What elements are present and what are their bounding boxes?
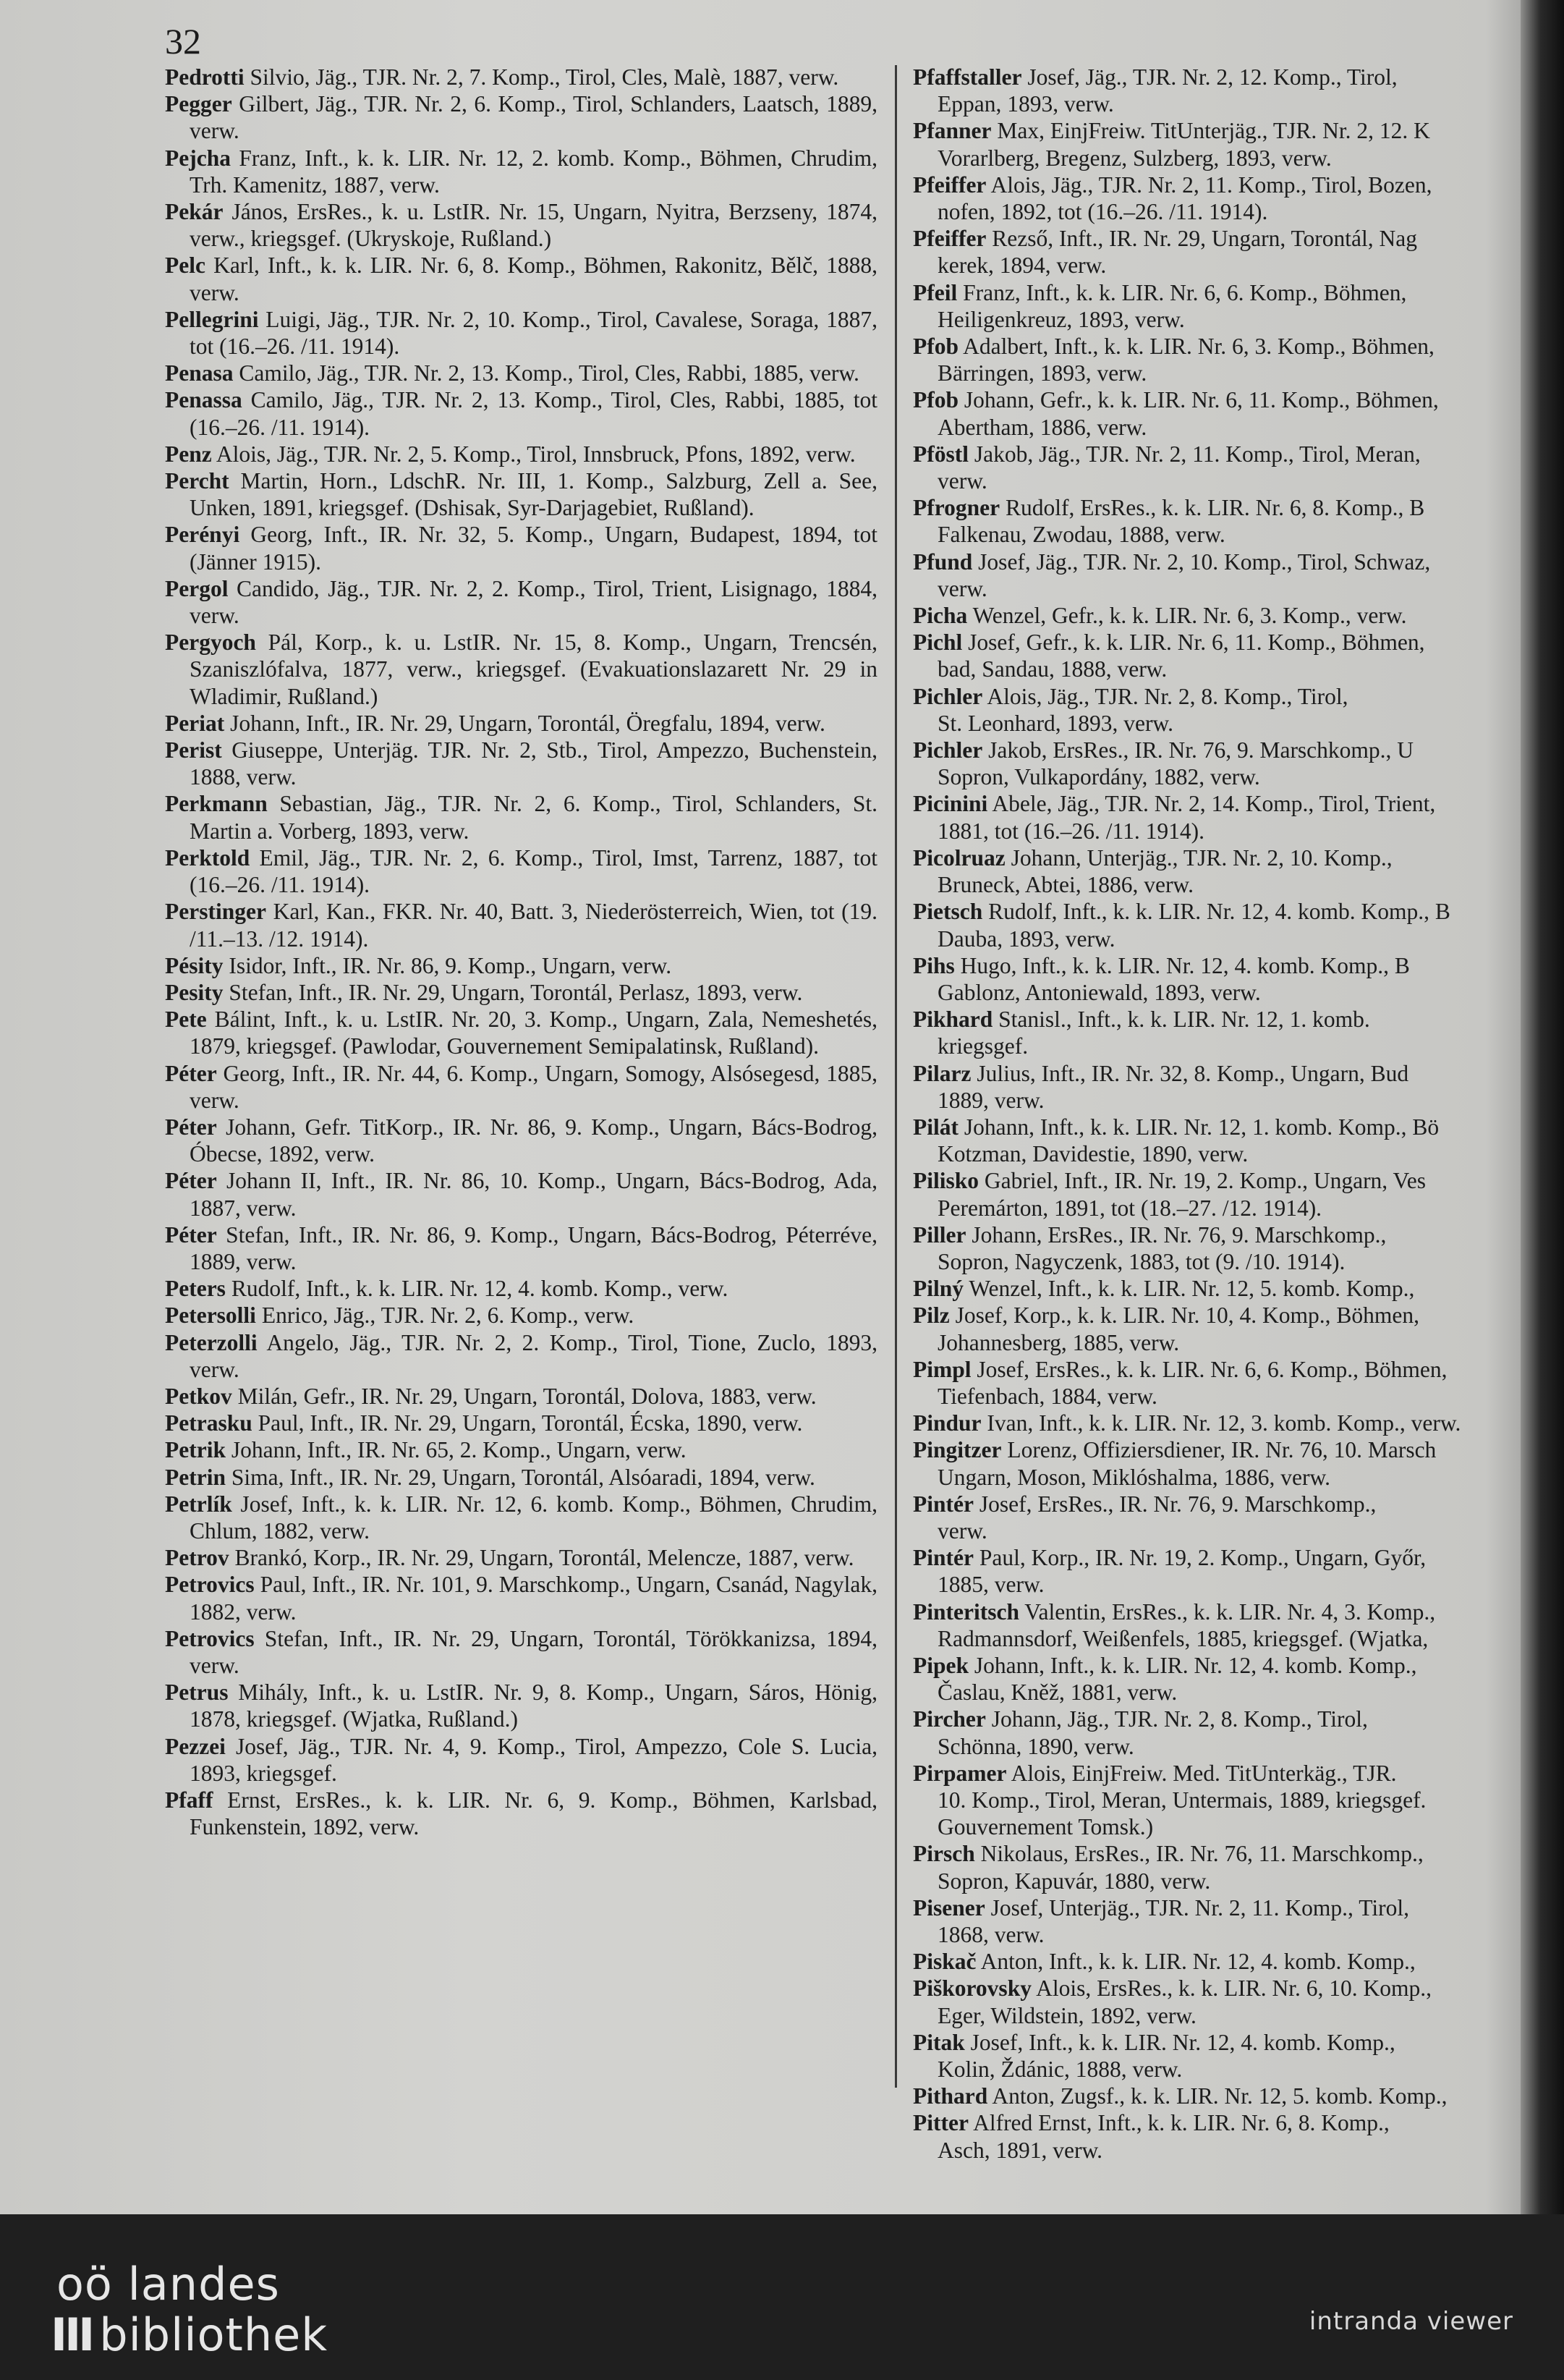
entry-surname: Pfob <box>913 387 959 413</box>
viewer-brand-label[interactable]: intranda viewer <box>1309 2307 1513 2336</box>
entry-surname: Pichler <box>913 683 983 709</box>
directory-entry <box>165 1302 877 1329</box>
entry-surname: Perényi <box>165 522 240 548</box>
entry-details-line: Sopron, Kapuvár, 1880, verw. <box>938 1868 1211 1894</box>
entry-surname: Pichler <box>913 737 983 763</box>
directory-entry <box>913 1275 1564 1302</box>
entry-details-line: Abertham, 1886, verw. <box>938 414 1147 440</box>
directory-entry <box>165 1544 877 1571</box>
entry-details-line: kriegsgef. <box>938 1033 1029 1059</box>
entry-surname: Picolruaz <box>913 844 1006 871</box>
entry-surname: Piller <box>913 1221 966 1248</box>
directory-entry <box>913 1006 1564 1059</box>
entry-details-line: Max, EinjFreiw. TitUnterjäg., TJR. Nr. 2, 12. K <box>997 118 1430 144</box>
directory-entry <box>165 1571 877 1625</box>
entry-surname: Petrin <box>165 1464 226 1490</box>
entry-details-line: Rudolf, ErsRes., k. k. LIR. Nr. 6, 8. Komp., B <box>1006 495 1425 521</box>
directory-entry <box>165 360 877 386</box>
column-divider <box>895 65 897 2088</box>
entry-details: Stefan, Inft., IR. Nr. 86, 9. Komp., Ungarn, Bács-Bodrog, Péterréve, 1889, verw. <box>190 1221 878 1274</box>
entry-details: Alois, Jäg., TJR. Nr. 2, 5. Komp., Tirol, Innsbruck, Pfons, 1892, verw. <box>216 441 856 467</box>
entry-details-line: Hugo, Inft., k. k. LIR. Nr. 12, 4. komb. Komp., B <box>960 952 1410 978</box>
entry-details: Brankó, Korp., IR. Nr. 29, Ungarn, Torontál, Melencze, 1887, verw. <box>234 1545 854 1571</box>
entry-details: Camilo, Jäg., TJR. Nr. 2, 13. Komp., Tirol, Cles, Rabbi, 1885, tot (16.–26. /11. 1914). <box>190 387 877 440</box>
entry-details-line: Tiefenbach, 1884, verw. <box>938 1383 1157 1409</box>
entry-surname: Pilný <box>913 1276 964 1302</box>
entry-details-line: Josef, Gefr., k. k. LIR. Nr. 6, 11. Komp., Böhmen, <box>968 630 1425 656</box>
library-logo-line1[interactable]: oö landes <box>56 2258 280 2311</box>
entry-details-line: Josef, Jäg., TJR. Nr. 2, 10. Komp., Tirol, Schwaz, <box>978 549 1431 575</box>
entry-details-line: Johann, Jäg., TJR. Nr. 2, 8. Komp., Tirol, <box>991 1706 1368 1732</box>
entry-surname: Pfund <box>913 549 973 575</box>
directory-entry <box>165 145 877 198</box>
directory-entry <box>913 333 1564 386</box>
entry-details: Gilbert, Jäg., TJR. Nr. 2, 6. Komp., Tirol, Schlanders, Laatsch, 1889, verw. <box>190 91 878 144</box>
directory-entry <box>165 790 877 844</box>
entry-surname: Peters <box>165 1276 226 1302</box>
directory-entry <box>913 2083 1564 2109</box>
entry-surname: Pfaff <box>165 1787 213 1813</box>
directory-entry <box>165 575 877 629</box>
page-number: 32 <box>165 21 201 62</box>
entry-surname: Pirpamer <box>913 1760 1007 1786</box>
entry-details-line: Josef, Jäg., TJR. Nr. 2, 12. Komp., Tirol, <box>1027 64 1398 90</box>
entry-details: Sebastian, Jäg., TJR. Nr. 2, 6. Komp., Tirol, Schlanders, St. Martin a. Vorberg, 1893, verw. <box>190 791 877 844</box>
entry-details-line: Gabriel, Inft., IR. Nr. 19, 2. Komp., Ungarn, Ves <box>984 1168 1426 1194</box>
entry-details-line: Stanisl., Inft., k. k. LIR. Nr. 12, 1. komb. <box>998 1007 1370 1033</box>
directory-entry <box>913 1410 1564 1436</box>
entry-details-line: nofen, 1892, tot (16.–26. /11. 1914). <box>938 199 1268 225</box>
entry-details: Johann, Inft., IR. Nr. 29, Ungarn, Torontál, Öregfalu, 1894, verw. <box>230 710 825 736</box>
directory-entry <box>913 1114 1564 1167</box>
entry-details-line: Bruneck, Abtei, 1886, verw. <box>938 872 1194 898</box>
entry-details-line: Josef, Unterjäg., TJR. Nr. 2, 11. Komp., Tirol, <box>990 1894 1409 1920</box>
directory-entry <box>913 1975 1564 2028</box>
directory-entry <box>165 198 877 252</box>
entry-details-line: Asch, 1891, verw. <box>938 2137 1103 2163</box>
directory-entry <box>165 1733 877 1787</box>
entry-surname: Pilisko <box>913 1168 979 1194</box>
entry-surname: Pésity <box>165 952 224 978</box>
entry-details: Milán, Gefr., IR. Nr. 29, Ungarn, Torontál, Dolova, 1883, verw. <box>237 1383 817 1409</box>
entry-surname: Pichl <box>913 630 963 656</box>
directory-entry <box>165 1114 877 1167</box>
entry-surname: Péter <box>165 1221 217 1248</box>
entry-details-line: Jakob, Jäg., TJR. Nr. 2, 11. Komp., Tirol, Meran, <box>974 441 1421 467</box>
entry-surname: Petrik <box>165 1437 226 1463</box>
entry-surname: Perstinger <box>165 899 266 925</box>
entry-details: Georg, Inft., IR. Nr. 44, 6. Komp., Ungarn, Somogy, Alsósegesd, 1885, verw. <box>190 1060 878 1113</box>
directory-entry <box>913 1706 1564 1759</box>
entry-details-line: Julius, Inft., IR. Nr. 32, 8. Komp., Ungarn, Bud <box>977 1060 1409 1086</box>
directory-entry <box>913 64 1564 117</box>
directory-entry <box>913 2029 1564 2083</box>
entry-surname: Penassa <box>165 387 242 413</box>
entry-details-line: Gablonz, Antoniewald, 1893, verw. <box>938 979 1261 1005</box>
entry-details: Rudolf, Inft., k. k. LIR. Nr. 12, 4. komb. Komp., verw. <box>231 1276 728 1302</box>
entry-surname: Péter <box>165 1060 217 1086</box>
entry-surname: Perkmann <box>165 791 268 817</box>
entry-details-line: Dauba, 1893, verw. <box>938 926 1115 952</box>
entry-details: Johann II, Inft., IR. Nr. 86, 10. Komp., Ungarn, Bács-Bodrog, Ada, 1887, verw. <box>190 1168 877 1221</box>
entry-details-line: Kolin, Ždánic, 1888, verw. <box>938 2057 1183 2083</box>
directory-entry <box>165 1167 877 1221</box>
directory-entry <box>165 1006 877 1059</box>
entry-surname: Petrov <box>165 1545 229 1571</box>
entry-details-line: Heiligenkreuz, 1893, verw. <box>938 306 1185 332</box>
entry-details: Bálint, Inft., k. u. LstIR. Nr. 20, 3. Komp., Ungarn, Zala, Nemeshetés, 1879, kriegsgef. (Pawlodar, Gouvernement Semipalatinsk, Rußland). <box>190 1007 877 1059</box>
entry-details-line: Rudolf, Inft., k. k. LIR. Nr. 12, 4. komb. Komp., B <box>988 899 1450 925</box>
directory-entry <box>913 1760 1564 1841</box>
entry-details-line: kerek, 1894, verw. <box>938 253 1107 279</box>
directory-entry <box>165 1410 877 1436</box>
entry-details-line: Johannesberg, 1885, verw. <box>938 1329 1180 1355</box>
directory-entry <box>913 2109 1564 2163</box>
entry-surname: Pfob <box>913 334 959 360</box>
directory-entry <box>913 1652 1564 1706</box>
entry-details-line: Radmannsdorf, Weißenfels, 1885, kriegsgef. (Wjatka, <box>938 1625 1429 1651</box>
entry-details-line: Ivan, Inft., k. k. LIR. Nr. 12, 3. komb. Komp., verw. <box>987 1410 1461 1436</box>
entry-details: Martin, Horn., LdschR. Nr. III, 1. Komp., Salzburg, Zell a. See, Unken, 1891, kriegsgef. (Dshisak, Syr-Darjagebiet, Rußland). <box>190 468 878 521</box>
entry-surname: Pithard <box>913 2083 988 2109</box>
entry-details: Candido, Jäg., TJR. Nr. 2, 2. Komp., Tirol, Trient, Lisignago, 1884, verw. <box>190 575 877 629</box>
entry-surname: Pircher <box>913 1706 986 1732</box>
directory-entry <box>913 1167 1564 1221</box>
entry-details-line: Alois, EinjFreiw. Med. TitUnterkäg., TJR. <box>1011 1760 1397 1786</box>
entry-details-line: Josef, Inft., k. k. LIR. Nr. 12, 4. komb. Komp., <box>970 2029 1395 2055</box>
entry-surname: Pekár <box>165 199 224 225</box>
directory-entry <box>165 1464 877 1491</box>
entry-surname: Pimpl <box>913 1356 972 1382</box>
entry-surname: Pihs <box>913 952 955 978</box>
directory-entry <box>165 90 877 144</box>
entry-surname: Perktold <box>165 844 250 871</box>
entry-details: Angelo, Jäg., TJR. Nr. 2, 2. Komp., Tirol, Tione, Zuclo, 1893, verw. <box>190 1329 878 1382</box>
entry-details: Silvio, Jäg., TJR. Nr. 2, 7. Komp., Tirol, Cles, Malè, 1887, verw. <box>250 64 839 90</box>
entry-surname: Pilarz <box>913 1060 972 1086</box>
entry-details-line: Časlau, Kněž, 1881, verw. <box>938 1680 1178 1706</box>
directory-entry <box>165 979 877 1006</box>
entry-details-line: Wenzel, Inft., k. k. LIR. Nr. 12, 5. komb. Komp., <box>969 1276 1415 1302</box>
entry-details-line: Josef, ErsRes., k. k. LIR. Nr. 6, 6. Komp., Böhmen, <box>977 1356 1448 1382</box>
directory-entry <box>165 629 877 710</box>
directory-entry <box>913 1948 1564 1975</box>
directory-entry <box>913 494 1564 548</box>
directory-entry <box>913 790 1564 844</box>
entry-details: Josef, Inft., k. k. LIR. Nr. 12, 6. komb. Komp., Böhmen, Chrudim, Chlum, 1882, verw. <box>190 1491 877 1543</box>
directory-entry <box>913 1221 1564 1275</box>
directory-entry <box>165 737 877 790</box>
directory-entry <box>913 441 1564 494</box>
directory-entry <box>165 952 877 979</box>
directory-entry <box>913 225 1564 279</box>
entry-surname: Pfaffstaller <box>913 64 1022 90</box>
entry-details-line: Kotzman, Davidestie, 1890, verw. <box>938 1141 1249 1167</box>
entry-details-line: Adalbert, Inft., k. k. LIR. Nr. 6, 3. Komp., Böhmen, <box>963 334 1435 360</box>
directory-entry <box>913 683 1564 737</box>
page-binding-shadow <box>1521 0 1564 2214</box>
entry-surname: Pedrotti <box>165 64 245 90</box>
entry-details: Sima, Inft., IR. Nr. 29, Ungarn, Torontál, Alsóaradi, 1894, verw. <box>231 1464 815 1490</box>
entry-details: Luigi, Jäg., TJR. Nr. 2, 10. Komp., Tirol, Cavalese, Soraga, 1887, tot (16.–26. /11. 1914). <box>190 306 878 360</box>
directory-entry <box>165 1787 877 1840</box>
library-logo-line2[interactable] <box>51 2308 328 2361</box>
entry-details-line: Alfred Ernst, Inft., k. k. LIR. Nr. 6, 8. Komp., <box>973 2110 1390 2136</box>
entry-surname: Pinteritsch <box>913 1598 1019 1625</box>
entry-surname: Pejcha <box>165 145 231 171</box>
entry-surname: Pitter <box>913 2110 969 2136</box>
entry-details: Mihály, Inft., k. u. LstIR. Nr. 9, 8. Komp., Ungarn, Sáros, Hönig, 1878, kriegsgef. (Wjatka, Rußland.) <box>190 1680 877 1732</box>
directory-entry <box>165 1436 877 1463</box>
entry-surname: Pindur <box>913 1410 982 1436</box>
entry-surname: Pingitzer <box>913 1437 1002 1463</box>
entry-surname: Pezzei <box>165 1733 226 1759</box>
entry-surname: Pintér <box>913 1491 974 1517</box>
directory-entry <box>913 171 1564 225</box>
directory-entry <box>165 64 877 90</box>
entry-surname: Pfrogner <box>913 495 1000 521</box>
directory-entry <box>165 1491 877 1544</box>
entry-details: Enrico, Jäg., TJR. Nr. 2, 6. Komp., verw. <box>261 1303 634 1329</box>
entry-surname: Pirsch <box>913 1841 975 1867</box>
directory-entry <box>913 629 1564 682</box>
entry-surname: Pilz <box>913 1303 950 1329</box>
entry-details-line: Valentin, ErsRes., k. k. LIR. Nr. 4, 3. Komp., <box>1024 1598 1436 1625</box>
entry-details-line: 1881, tot (16.–26. /11. 1914). <box>938 818 1204 844</box>
entry-details-line: Johann, Inft., k. k. LIR. Nr. 12, 4. komb. Komp., <box>974 1652 1417 1678</box>
entry-surname: Pitak <box>913 2029 965 2055</box>
entry-surname: Pietsch <box>913 899 983 925</box>
directory-entry <box>165 844 877 898</box>
entry-details-line: Franz, Inft., k. k. LIR. Nr. 6, 6. Komp., Böhmen, <box>963 279 1407 305</box>
entry-details-line: Alois, Jäg., TJR. Nr. 2, 8. Komp., Tirol, <box>987 683 1348 709</box>
directory-entry <box>165 1275 877 1302</box>
directory-entry <box>913 1302 1564 1355</box>
entry-surname: Penasa <box>165 360 234 386</box>
directory-entry <box>165 898 877 952</box>
entry-details-line: Johann, ErsRes., IR. Nr. 76, 9. Marschkomp., <box>972 1221 1387 1248</box>
directory-entry <box>913 117 1564 171</box>
entry-surname: Pellegrini <box>165 306 259 332</box>
directory-entry <box>165 306 877 360</box>
directory-entry <box>913 1356 1564 1410</box>
entry-details-line: St. Leonhard, 1893, verw. <box>938 710 1174 736</box>
entry-details-line: Sopron, Vulkapordány, 1882, verw. <box>938 764 1260 790</box>
directory-entry <box>913 602 1564 629</box>
entry-details: Camilo, Jäg., TJR. Nr. 2, 13. Komp., Tirol, Cles, Rabbi, 1885, verw. <box>239 360 859 386</box>
directory-entry <box>165 1625 877 1679</box>
entry-surname: Pergyoch <box>165 630 256 656</box>
entry-details: Johann, Gefr. TitKorp., IR. Nr. 86, 9. Komp., Ungarn, Bács-Bodrog, Óbecse, 1892, verw. <box>190 1114 878 1167</box>
entry-details: Johann, Inft., IR. Nr. 65, 2. Komp., Ungarn, verw. <box>231 1437 687 1463</box>
entry-details: Stefan, Inft., IR. Nr. 29, Ungarn, Torontál, Törökkanizsa, 1894, verw. <box>190 1625 878 1678</box>
entry-details-line: Jakob, ErsRes., IR. Nr. 76, 9. Marschkomp., U <box>988 737 1414 763</box>
entry-surname: Petrovics <box>165 1572 255 1598</box>
directory-entry <box>165 467 877 521</box>
entry-details-line: Schönna, 1890, verw. <box>938 1733 1134 1759</box>
entry-details-line: Nikolaus, ErsRes., IR. Nr. 76, 11. Marschkomp., <box>980 1841 1424 1867</box>
entry-surname: Pföstl <box>913 441 969 467</box>
entry-surname: Petersolli <box>165 1303 256 1329</box>
entry-details-line: Johann, Gefr., k. k. LIR. Nr. 6, 11. Komp., Böhmen, <box>964 387 1439 413</box>
entry-details-line: 1885, verw. <box>938 1572 1045 1598</box>
entry-details: Stefan, Inft., IR. Nr. 29, Ungarn, Torontál, Perlasz, 1893, verw. <box>229 979 803 1005</box>
entry-details-line: Wenzel, Gefr., k. k. LIR. Nr. 6, 3. Komp., verw. <box>972 603 1407 629</box>
directory-entry <box>165 1060 877 1114</box>
entry-details: Pál, Korp., k. u. LstIR. Nr. 15, 8. Komp., Ungarn, Trencsén, Szaniszlófalva, 1877, verw., kriegsgef. (Evakuationslazarett Nr. 29 in Wladimir, Rußland.) <box>190 630 878 709</box>
entry-details-line: Johann, Unterjäg., TJR. Nr. 2, 10. Komp., <box>1011 844 1393 871</box>
entry-details: Paul, Inft., IR. Nr. 29, Ungarn, Torontál, Écska, 1890, verw. <box>258 1410 803 1436</box>
entry-details: Josef, Jäg., TJR. Nr. 4, 9. Komp., Tirol, Ampezzo, Cole S. Lucia, 1893, kriegsgef. <box>190 1733 877 1786</box>
directory-entry <box>913 844 1564 898</box>
entry-surname: Piskač <box>913 1949 977 1975</box>
entry-surname: Piškorovsky <box>913 1975 1032 2002</box>
entry-details-line: 10. Komp., Tirol, Meran, Untermais, 1889, kriegsgef. <box>938 1787 1427 1813</box>
directory-entry <box>913 1598 1564 1652</box>
entry-details-line: Gouvernement Tomsk.) <box>938 1814 1154 1840</box>
entry-surname: Petrlík <box>165 1491 232 1517</box>
entry-details-line: Eger, Wildstein, 1892, verw. <box>938 2002 1197 2028</box>
entry-surname: Pesity <box>165 979 224 1005</box>
entry-surname: Petkov <box>165 1383 232 1409</box>
directory-entry <box>165 1383 877 1410</box>
entry-details-line: Lorenz, Offiziersdiener, IR. Nr. 76, 10. Marsch <box>1007 1437 1437 1463</box>
entry-details-line: Josef, ErsRes., IR. Nr. 76, 9. Marschkomp., <box>979 1491 1377 1517</box>
entry-details-line: Eppan, 1893, verw. <box>938 91 1114 117</box>
entry-surname: Periat <box>165 710 225 736</box>
entry-surname: Pergol <box>165 575 229 601</box>
entry-surname: Petrovics <box>165 1625 255 1651</box>
entry-details-line: Alois, ErsRes., k. k. LIR. Nr. 6, 10. Komp., <box>1036 1975 1432 2002</box>
directory-entry <box>165 252 877 305</box>
directory-entry <box>913 1544 1564 1598</box>
entry-surname: Picha <box>913 603 968 629</box>
entry-details-line: Abele, Jäg., TJR. Nr. 2, 14. Komp., Tirol, Trient, <box>992 791 1436 817</box>
entry-details-line: Anton, Zugsf., k. k. LIR. Nr. 12, 5. komb. Komp., <box>992 2083 1448 2109</box>
entry-surname: Pintér <box>913 1545 974 1571</box>
entry-details: Giuseppe, Unterjäg. TJR. Nr. 2, Stb., Tirol, Ampezzo, Buchenstein, 1888, verw. <box>190 737 877 790</box>
entry-surname: Pipek <box>913 1652 969 1678</box>
entry-surname: Percht <box>165 468 229 494</box>
directory-entry <box>165 386 877 440</box>
entry-surname: Pilát <box>913 1114 959 1140</box>
directory-entry <box>913 952 1564 1006</box>
entry-details-line: Ungarn, Moson, Miklóshalma, 1886, verw. <box>938 1464 1331 1490</box>
directory-entry <box>165 1221 877 1275</box>
entry-surname: Pisener <box>913 1894 985 1920</box>
entry-details-line: Sopron, Nagyczenk, 1883, tot (9. /10. 1914). <box>938 1248 1346 1274</box>
entry-details-line: Bärringen, 1893, verw. <box>938 360 1147 386</box>
entry-details: Franz, Inft., k. k. LIR. Nr. 12, 2. komb. Komp., Böhmen, Chrudim, Trh. Kamenitz, 1887, verw. <box>190 145 878 198</box>
directory-entry <box>913 1894 1564 1948</box>
entry-details-line: Peremárton, 1891, tot (18.–27. /12. 1914). <box>938 1195 1322 1221</box>
library-logo-text: bibliothek <box>99 2308 328 2361</box>
directory-entry <box>165 521 877 575</box>
directory-entry <box>913 549 1564 602</box>
entry-details-line: verw. <box>938 575 987 601</box>
entry-details-line: Vorarlberg, Bregenz, Sulzberg, 1893, verw. <box>938 145 1332 171</box>
entry-details: Georg, Inft., IR. Nr. 32, 5. Komp., Ungarn, Budapest, 1894, tot (Jänner 1915). <box>190 522 877 575</box>
directory-entry <box>165 710 877 737</box>
entry-details-line: Paul, Korp., IR. Nr. 19, 2. Komp., Ungarn, Győr, <box>979 1545 1427 1571</box>
entry-surname: Pfeiffer <box>913 226 987 252</box>
entry-surname: Perist <box>165 737 222 763</box>
entry-details-line: verw. <box>938 468 987 494</box>
entry-details-line: verw. <box>938 1517 987 1543</box>
entry-surname: Pfanner <box>913 118 992 144</box>
entry-details-line: Rezső, Inft., IR. Nr. 29, Ungarn, Torontál, Nag <box>992 226 1418 252</box>
entry-details: Ernst, ErsRes., k. k. LIR. Nr. 6, 9. Komp., Böhmen, Karlsbad, Funkenstein, 1892, verw. <box>190 1787 877 1840</box>
right-column <box>913 64 1564 2164</box>
entry-surname: Penz <box>165 441 212 467</box>
entry-details: Karl, Inft., k. k. LIR. Nr. 6, 8. Komp., Böhmen, Rakonitz, Bělč, 1888, verw. <box>190 253 878 305</box>
directory-entry <box>913 737 1564 790</box>
entry-surname: Peterzolli <box>165 1329 258 1355</box>
entry-details-line: 1868, verw. <box>938 1922 1045 1948</box>
directory-entry <box>913 1491 1564 1544</box>
entry-details-line: bad, Sandau, 1888, verw. <box>938 656 1168 682</box>
directory-entry <box>913 898 1564 952</box>
directory-entry <box>913 1840 1564 1894</box>
logo-bars-icon: III <box>51 2308 93 2361</box>
directory-entry <box>165 441 877 467</box>
entry-surname: Picinini <box>913 791 988 817</box>
entry-surname: Petrasku <box>165 1410 252 1436</box>
entry-details-line: Anton, Inft., k. k. LIR. Nr. 12, 4. komb. Komp., <box>980 1949 1416 1975</box>
directory-entry <box>913 279 1564 333</box>
entry-details-line: Josef, Korp., k. k. LIR. Nr. 10, 4. Komp., Böhmen, <box>955 1303 1419 1329</box>
directory-entry <box>913 1060 1564 1114</box>
entry-surname: Péter <box>165 1168 217 1194</box>
entry-surname: Péter <box>165 1114 217 1140</box>
entry-details-line: Alois, Jäg., TJR. Nr. 2, 11. Komp., Tirol, Bozen, <box>990 171 1432 198</box>
left-column <box>165 64 877 1840</box>
entry-details: Emil, Jäg., TJR. Nr. 2, 6. Komp., Tirol, Imst, Tarrenz, 1887, tot (16.–26. /11. 1914). <box>190 844 877 898</box>
entry-surname: Pfeiffer <box>913 171 987 198</box>
entry-details: Karl, Kan., FKR. Nr. 40, Batt. 3, Niederösterreich, Wien, tot (19. /11.–13. /12. 1914). <box>190 899 877 952</box>
entry-surname: Pikhard <box>913 1007 993 1033</box>
entry-details-line: Falkenau, Zwodau, 1888, verw. <box>938 522 1225 548</box>
directory-entry <box>165 1679 877 1732</box>
directory-entry <box>165 1329 877 1383</box>
entry-details: Isidor, Inft., IR. Nr. 86, 9. Komp., Ungarn, verw. <box>229 952 672 978</box>
entry-details-line: Johann, Inft., k. k. LIR. Nr. 12, 1. komb. Komp., Bö <box>964 1114 1440 1140</box>
entry-details-line: 1889, verw. <box>938 1087 1045 1113</box>
entry-surname: Petrus <box>165 1680 229 1706</box>
entry-details: Paul, Inft., IR. Nr. 101, 9. Marschkomp., Ungarn, Csanád, Nagylak, 1882, verw. <box>190 1572 878 1625</box>
directory-entry <box>913 386 1564 440</box>
directory-entry <box>913 1436 1564 1490</box>
entry-surname: Pete <box>165 1007 207 1033</box>
entry-surname: Pfeil <box>913 279 958 305</box>
entry-surname: Pelc <box>165 253 205 279</box>
entry-details: János, ErsRes., k. u. LstIR. Nr. 15, Ungarn, Nyitra, Berzseny, 1874, verw., kriegsgef. (Ukryskoje, Rußland.) <box>190 199 878 252</box>
entry-surname: Pegger <box>165 91 232 117</box>
